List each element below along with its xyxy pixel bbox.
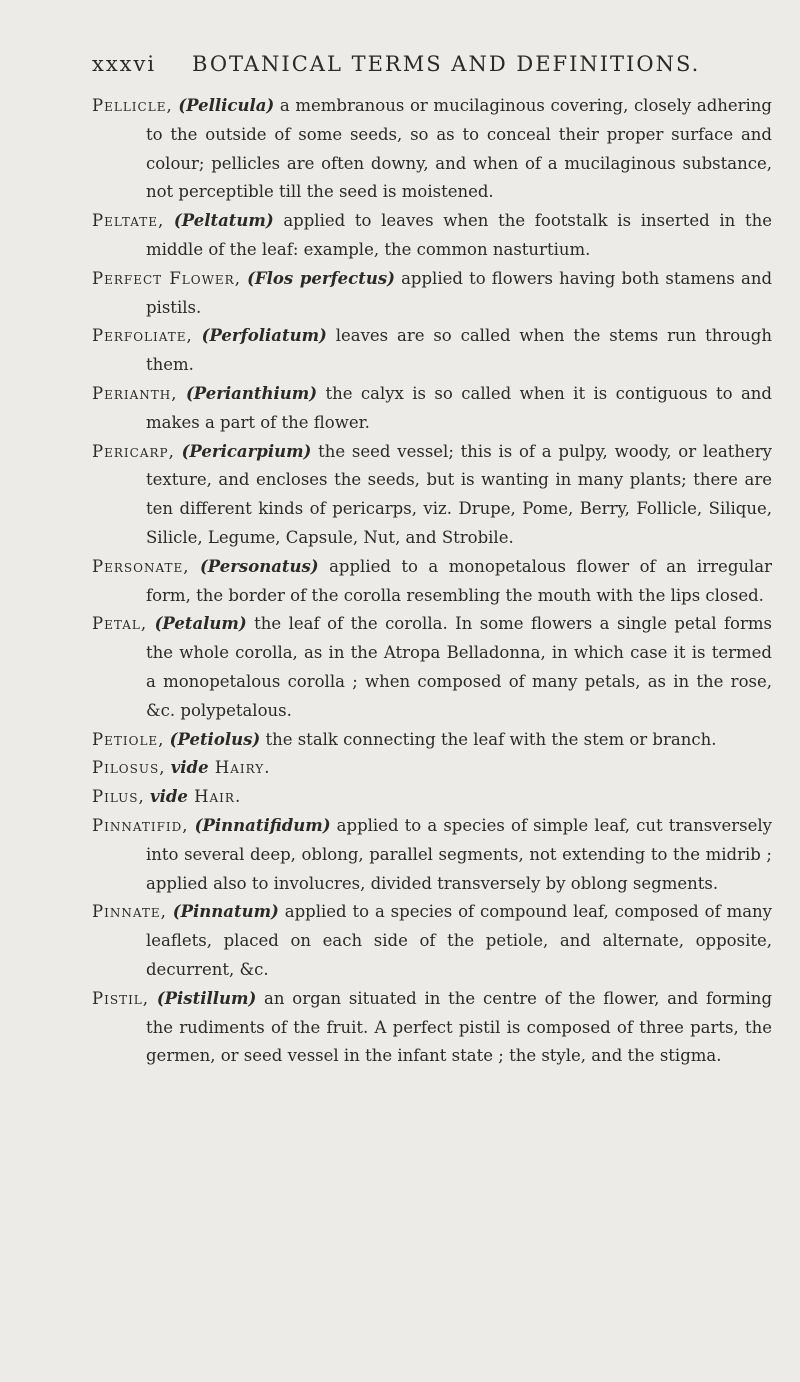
entry-term: Perianth, bbox=[92, 383, 178, 403]
entry-latin: (Flos perfectus) bbox=[247, 268, 395, 288]
entry-definition: applied to a species of simple leaf, cut transversely into several deep, oblong, parallel segments, not extending to the midrib ; applied also to involucres, divided transversely by oblong segments. bbox=[146, 815, 772, 893]
glossary-entry bbox=[92, 322, 772, 380]
glossary-entry bbox=[92, 726, 772, 755]
entry-term: Petal, bbox=[92, 614, 148, 634]
entry-definition: applied to leaves when the footstalk is inserted in the middle of the leaf: example, the common nasturtium. bbox=[146, 211, 773, 259]
entry-latin: (Personatus) bbox=[199, 556, 319, 576]
running-title: BOTANICAL TERMS AND DEFINITIONS. bbox=[192, 52, 701, 76]
entry-definition: Hair. bbox=[187, 787, 242, 807]
entry-latin: (Perfoliatum) bbox=[201, 326, 327, 346]
glossary-entry bbox=[92, 553, 772, 611]
glossary-entry bbox=[92, 812, 772, 898]
entry-latin: (Petalum) bbox=[154, 614, 247, 634]
entry-definition: the calyx is so called when it is contiguous to and makes a part of the flower. bbox=[146, 383, 772, 432]
entry-term: Pericarp, bbox=[92, 441, 175, 461]
entry-term: Pilus, bbox=[92, 787, 145, 807]
entry-definition: the stalk connecting the leaf with the stem or branch. bbox=[260, 729, 717, 749]
entry-latin: (Pistillum) bbox=[156, 988, 257, 1008]
glossary-entry bbox=[92, 207, 772, 265]
page-number: xxxvi bbox=[92, 52, 157, 76]
glossary-entry bbox=[92, 985, 772, 1071]
entry-latin: (Perianthium) bbox=[185, 383, 318, 403]
glossary-entry bbox=[92, 265, 772, 323]
entry-definition: Hairy. bbox=[208, 758, 271, 778]
entry-term: Petiole, bbox=[92, 729, 165, 749]
entry-latin: (Petiolus) bbox=[169, 729, 261, 749]
entry-definition: leaves are so called when the stems run through them. bbox=[146, 326, 772, 375]
entry-definition: the leaf of the corolla. In some flowers a single petal forms the whole corolla, as in the Atropa Belladonna, in which case it is termed a monopetalous corolla ; when composed of many petals, as in the rose, &c. polypetalous. bbox=[146, 614, 772, 720]
entry-term: Pilosus, bbox=[92, 758, 166, 778]
entry-latin: (Pellicula) bbox=[178, 96, 275, 115]
glossary-entry bbox=[92, 898, 772, 984]
entry-term: Perfoliate, bbox=[92, 326, 193, 346]
entry-definition: applied to flowers having both stamens and pistils. bbox=[146, 268, 773, 317]
entry-latin: (Pericarpium) bbox=[181, 441, 312, 461]
entry-term: Pellicle, bbox=[92, 96, 173, 115]
entry-latin: vide bbox=[170, 758, 209, 778]
glossary-entry bbox=[92, 610, 772, 725]
glossary-entry bbox=[92, 92, 772, 207]
entry-latin: (Pinnatum) bbox=[172, 902, 279, 922]
glossary-entry bbox=[92, 754, 772, 783]
entry-term: Personate, bbox=[92, 556, 190, 576]
entry-term: Pistil, bbox=[92, 988, 150, 1008]
entry-latin: (Pinnatifidum) bbox=[194, 815, 331, 835]
entry-term: Pinnate, bbox=[92, 902, 167, 922]
entry-term: Pinnatifid, bbox=[92, 815, 189, 835]
glossary-entry bbox=[92, 438, 772, 553]
entry-definition: applied to a monopetalous flower of an irregular form, the border of the corolla resembling the mouth with the lips closed. bbox=[146, 556, 773, 605]
entry-latin: (Peltatum) bbox=[173, 211, 274, 231]
page-header bbox=[92, 52, 752, 86]
entry-definition: a membranous or mucilaginous covering, closely adhering to the outside of some seeds, so as to conceal their proper surface and colour; pellicles are often downy, and when of a mucilaginous substance, not perceptible till the seed is moistened. bbox=[146, 96, 772, 202]
glossary-entry bbox=[92, 783, 772, 812]
glossary-entry bbox=[92, 380, 772, 438]
entry-definition: applied to a species of compound leaf, composed of many leaflets, placed on each side of the petiole, and alternate, opposite, decurrent, &c. bbox=[146, 902, 773, 979]
entry-term: Peltate, bbox=[92, 211, 165, 231]
entry-definition: the seed vessel; this is of a pulpy, woody, or leathery texture, and encloses the seeds, but is wanting in many plants; there are ten different kinds of pericarps, viz. Drupe, Pome, Berry, Follicle, Silique, Silicle, Legume, Capsule, Nut, and Strobile. bbox=[146, 441, 772, 547]
glossary-entries bbox=[92, 92, 772, 1071]
entry-definition: an organ situated in the centre of the flower, and forming the rudiments of the fruit. A perfect pistil is composed of three parts, the germen, or seed vessel in the infant state ; the style, and the stigma. bbox=[146, 988, 773, 1066]
entry-latin: vide bbox=[149, 787, 188, 807]
entry-term: Perfect Flower, bbox=[92, 268, 241, 288]
